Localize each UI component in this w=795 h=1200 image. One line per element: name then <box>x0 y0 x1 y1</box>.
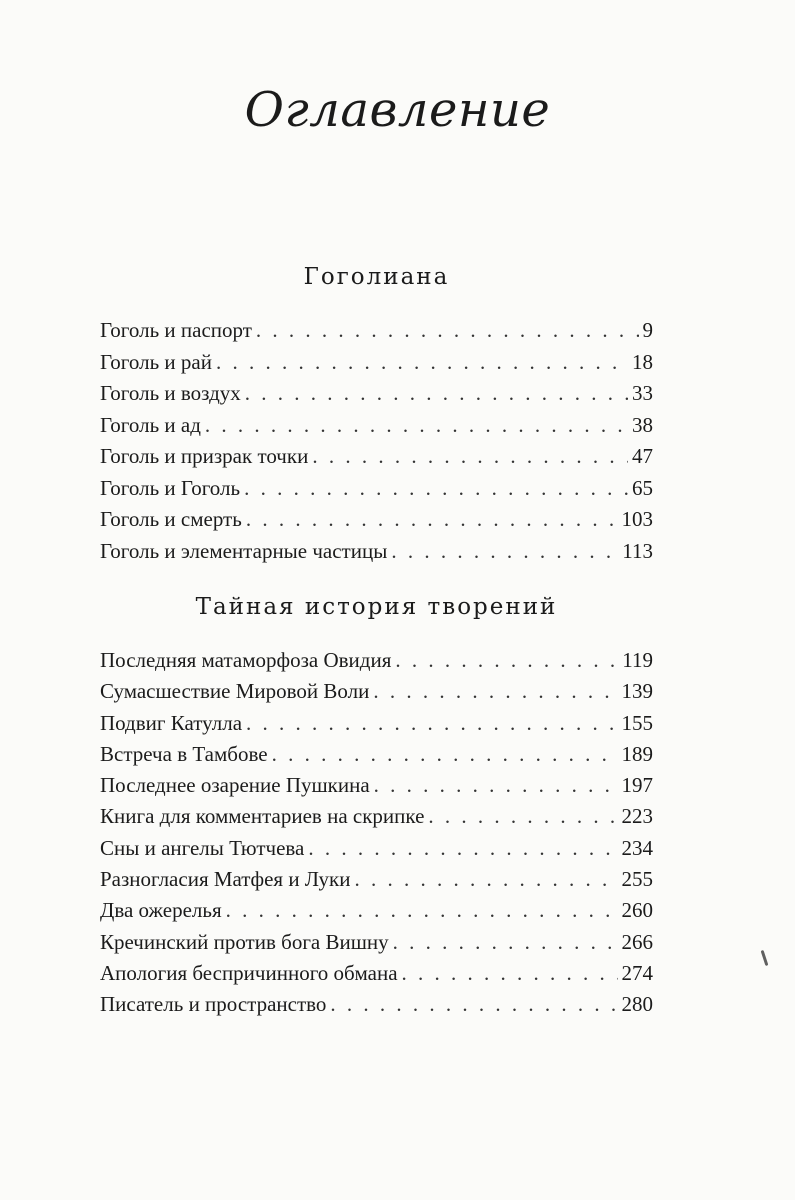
toc-entry-title: Разногласия Матфея и Луки <box>100 867 351 892</box>
dot-leader <box>205 410 628 442</box>
toc-entry <box>100 895 653 926</box>
toc-entry <box>100 504 653 536</box>
dot-leader <box>402 958 618 989</box>
toc-entry <box>100 536 653 568</box>
toc-entry-page: 139 <box>621 679 653 704</box>
toc-entry <box>100 410 653 442</box>
toc-entry-page: 47 <box>632 444 653 468</box>
toc-entry-title: Встреча в Тамбове <box>100 741 268 766</box>
dot-leader <box>245 378 628 410</box>
toc-entry-title: Два ожерелья <box>100 898 222 923</box>
dot-leader <box>312 441 628 473</box>
toc-entry <box>100 770 653 801</box>
toc-entry-title: Писатель и пространство <box>100 992 327 1017</box>
toc-entry <box>100 473 653 505</box>
dot-leader <box>246 708 617 739</box>
toc-entry-title: Подвиг Катулла <box>100 710 243 735</box>
toc-entry <box>100 708 653 739</box>
toc-entry-page: 266 <box>621 929 653 954</box>
toc-section-gogoliana <box>100 255 653 567</box>
toc-entry <box>100 864 653 895</box>
toc-entry <box>100 801 653 832</box>
toc-entry-page: 103 <box>621 507 653 531</box>
toc-entry <box>100 927 653 958</box>
dot-leader <box>428 801 617 832</box>
dot-leader <box>272 739 618 770</box>
dot-leader <box>308 833 617 864</box>
toc-entry-page: 223 <box>621 804 653 829</box>
toc-entry-page: 33 <box>632 381 653 405</box>
dot-leader <box>216 347 628 379</box>
toc-entry <box>100 645 653 676</box>
section-heading: Тайная история творений <box>195 594 558 620</box>
toc-entry <box>100 378 653 410</box>
toc-list <box>100 315 653 567</box>
toc-entry-page: 113 <box>622 538 653 563</box>
dot-leader <box>256 315 639 347</box>
toc-entry-title: Сны и ангелы Тютчева <box>100 835 305 860</box>
toc-entry <box>100 989 653 1020</box>
dot-leader <box>393 927 618 958</box>
toc-entry-page: 234 <box>621 835 653 860</box>
toc-entry <box>100 958 653 989</box>
toc-entry-title: Гоголь и призрак точки <box>100 444 309 468</box>
toc-entry-page: 9 <box>642 318 653 342</box>
toc-entry-page: 18 <box>632 349 653 374</box>
section-heading: Гоголиана <box>303 264 450 290</box>
toc-entry-page: 280 <box>621 992 653 1017</box>
toc-entry-page: 189 <box>621 741 653 766</box>
toc-entry-title: Сумасшествие Мировой Воли <box>100 679 370 704</box>
toc-entry-title: Книга для комментариев на скрипке <box>100 804 425 829</box>
toc-entry-title: Кречинский против бога Вишну <box>100 929 389 954</box>
toc-entry-page: 197 <box>621 773 653 798</box>
toc-entry-title: Гоголь и смерть <box>100 507 242 531</box>
toc-entry-page: 260 <box>621 898 653 923</box>
dot-leader <box>246 504 618 536</box>
dot-leader <box>373 676 617 707</box>
toc-entry-title: Последняя матаморфоза Овидия <box>100 648 392 672</box>
toc-entry-title: Гоголь и элементарные частицы <box>100 538 388 563</box>
dot-leader <box>226 895 618 926</box>
toc-entry-title: Апология беспричинного обмана <box>100 960 398 985</box>
page-title: Оглавление <box>244 82 551 138</box>
toc-entry-page: 255 <box>621 867 653 892</box>
dot-leader <box>330 989 617 1020</box>
dot-leader <box>244 473 628 505</box>
ink-mark <box>761 950 769 966</box>
toc-list <box>100 645 653 1021</box>
toc-entry <box>100 315 653 347</box>
dot-leader <box>374 770 618 801</box>
toc-entry-page: 155 <box>621 710 653 735</box>
toc-entry-title: Гоголь и рай <box>100 349 212 374</box>
dot-leader <box>354 864 617 895</box>
toc-entry <box>100 347 653 379</box>
toc-section-secret-history <box>100 585 653 1021</box>
toc-entry-title: Гоголь и Гоголь <box>100 475 241 500</box>
toc-entry <box>100 833 653 864</box>
toc-entry-page: 119 <box>622 648 653 672</box>
toc-entry-title: Последнее озарение Пушкина <box>100 773 370 798</box>
toc-entry <box>100 676 653 707</box>
toc-entry-title: Гоголь и ад <box>100 412 201 437</box>
toc-entry <box>100 739 653 770</box>
toc-entry <box>100 441 653 473</box>
toc-entry-page: 274 <box>621 960 653 985</box>
dot-leader <box>391 536 618 568</box>
toc-entry-page: 65 <box>632 475 653 500</box>
toc-entry-title: Гоголь и паспорт <box>100 318 252 342</box>
dot-leader <box>395 645 618 676</box>
toc-entry-page: 38 <box>632 412 653 437</box>
toc-entry-title: Гоголь и воздух <box>100 381 241 405</box>
